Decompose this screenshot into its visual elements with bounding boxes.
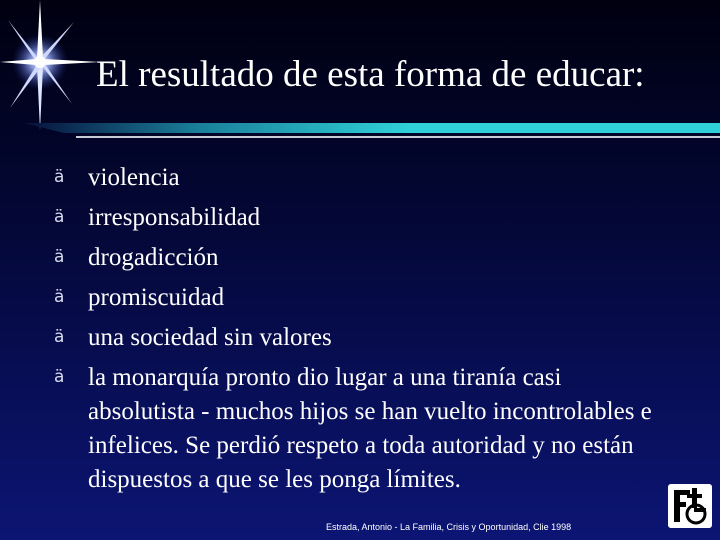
bullet-list	[54, 161, 674, 504]
bullet-text: promiscuidad	[88, 284, 225, 311]
list-item	[54, 201, 674, 234]
list-item	[54, 161, 674, 194]
arrow-bullet-icon: ä	[54, 367, 65, 387]
list-item	[54, 241, 674, 274]
list-item	[54, 281, 674, 314]
bullet-text: irresponsabilidad	[88, 204, 261, 231]
arrow-bullet-icon: ä	[54, 327, 65, 347]
citation-footer: Estrada, Antonio - La Familia, Crisis y Oportunidad, Clie 1998	[326, 522, 572, 532]
title-divider	[24, 117, 720, 141]
arrow-bullet-icon: ä	[54, 207, 65, 227]
bullet-text: violencia	[88, 164, 180, 191]
arrow-bullet-icon: ä	[54, 167, 65, 187]
list-item	[54, 321, 674, 354]
arrow-bullet-icon: ä	[54, 287, 65, 307]
arrow-bullet-icon: ä	[54, 247, 65, 267]
list-item	[54, 361, 674, 497]
slide-title: El resultado de esta forma de educar:	[96, 54, 645, 95]
bullet-text: una sociedad sin valores	[88, 324, 332, 351]
publisher-logo-icon	[668, 484, 712, 528]
bullet-text: la monarquía pronto dio lugar a una tiranía casi absolutista - muchos hijos se han vuelto incontrolables e infelices. Se perdió respeto a toda autoridad y no están dispuestos a que se les ponga límites.	[88, 364, 652, 493]
sparkle-star-icon	[0, 0, 110, 130]
bullet-text: drogadicción	[88, 244, 219, 271]
